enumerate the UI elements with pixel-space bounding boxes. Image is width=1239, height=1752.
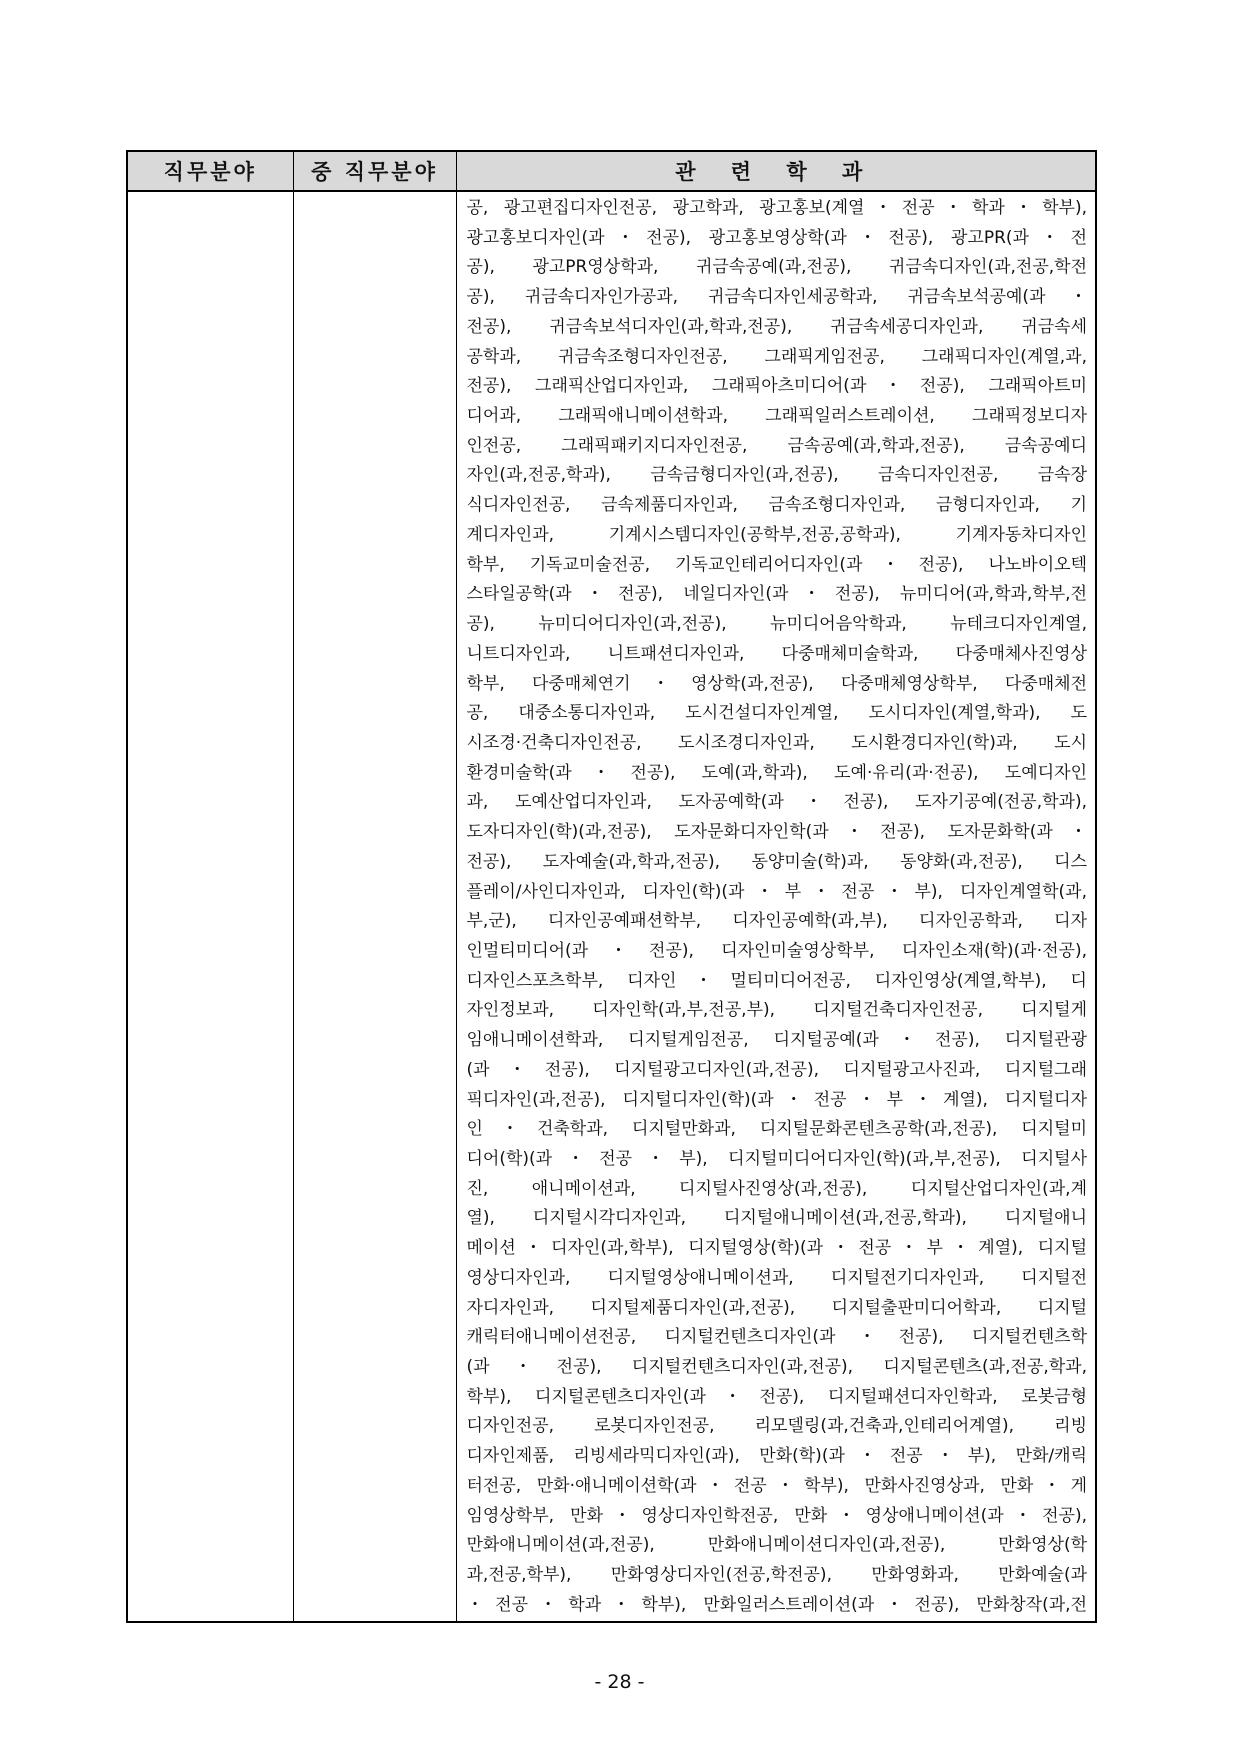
department-text-line: 광고홍보디자인(과・전공), 광고홍보영상학(과・전공), 광고PR(과・전 bbox=[466, 227, 1087, 248]
department-text-line: 픽디자인(과,전공), 디지털디자인(학)(과・전공・부・계열), 디지털디자 bbox=[466, 1089, 1087, 1110]
department-text-line: 공학과, 귀금속조형디자인전공, 그래픽게임전공, 그래픽디자인(계열,과, bbox=[466, 346, 1087, 367]
department-text-line: (과・전공), 디지털광고디자인(과,전공), 디지털광고사진과, 디지털그래 bbox=[466, 1059, 1087, 1080]
department-text-line: 진, 애니메이션과, 디지털사진영상(과,전공), 디지털산업디자인(과,계 bbox=[466, 1178, 1087, 1199]
department-text-line: 공, 대중소통디자인과, 도시건설디자인계열, 도시디자인(계열,학과), 도 bbox=[466, 703, 1087, 724]
department-text-line: 전공), 귀금속보석디자인(과,학과,전공), 귀금속세공디자인과, 귀금속세 bbox=[466, 316, 1087, 337]
cell-sub-job-field bbox=[293, 191, 456, 1622]
department-text-line: 영상디자인과, 디지털영상애니메이션과, 디지털전기디자인과, 디지털전 bbox=[466, 1267, 1087, 1288]
department-text-line: 공), 광고PR영상학과, 귀금속공예(과,전공), 귀금속디자인(과,전공,학전 bbox=[466, 257, 1087, 278]
department-text-line: 인전공, 그래픽패키지디자인전공, 금속공예(과,학과,전공), 금속공예디 bbox=[466, 435, 1087, 456]
header-job-field: 직무분야 bbox=[127, 151, 293, 191]
department-text-line: ・전공・학과・학부), 만화일러스트레이션(과・전공), 만화창작(과,전 bbox=[466, 1594, 1087, 1615]
cell-related-departments bbox=[456, 191, 1096, 1622]
department-text-line: 식디자인전공, 금속제품디자인과, 금속조형디자인과, 금형디자인과, 기 bbox=[466, 495, 1087, 516]
department-text-line: 터전공, 만화·애니메이션학(과・전공・학부), 만화사진영상과, 만화・게 bbox=[466, 1475, 1087, 1496]
page-number: - 28 - bbox=[594, 1671, 645, 1693]
department-text-block bbox=[457, 192, 1096, 1621]
department-text-line: 디자인제품, 리빙세라믹디자인(과), 만화(학)(과・전공・부), 만화/캐릭 bbox=[466, 1446, 1087, 1467]
department-text-line: 부,군), 디자인공예패션학부, 디자인공예학(과,부), 디자인공학과, 디자 bbox=[466, 911, 1087, 932]
department-text-line: 공), 뉴미디어디자인(과,전공), 뉴미디어음악학과, 뉴테크디자인계열, bbox=[466, 614, 1087, 635]
department-text-line: 디자인스포츠학부, 디자인・멀티미디어전공, 디자인영상(계열,학부), 디 bbox=[466, 970, 1087, 991]
department-text-line: 학부, 기독교미술전공, 기독교인테리어디자인(과・전공), 나노바이오텍 bbox=[466, 554, 1087, 575]
department-text-line: 시조경·건축디자인전공, 도시조경디자인과, 도시환경디자인(학)과, 도시 bbox=[466, 732, 1087, 753]
department-text-line: 공), 귀금속디자인가공과, 귀금속디자인세공학과, 귀금속보석공예(과・ bbox=[466, 287, 1087, 308]
department-text-line: 임애니메이션학과, 디지털게임전공, 디지털공예(과・전공), 디지털관광 bbox=[466, 1030, 1087, 1051]
department-text-line: 디어과, 그래픽애니메이션학과, 그래픽일러스트레이션, 그래픽정보디자 bbox=[466, 406, 1087, 427]
department-text-line: 열), 디지털시각디자인과, 디지털애니메이션(과,전공,학과), 디지털애니 bbox=[466, 1208, 1087, 1229]
table-row bbox=[127, 191, 1096, 1622]
department-text-line: 도자디자인(학)(과,전공), 도자문화디자인학(과・전공), 도자문화학(과・ bbox=[466, 822, 1087, 843]
department-text-line: (과・전공), 디지털컨텐츠디자인(과,전공), 디지털콘텐츠(과,전공,학과, bbox=[466, 1357, 1087, 1378]
department-text-line: 디자인전공, 로봇디자인전공, 리모델링(과,건축과,인테리어계열), 리빙 bbox=[466, 1416, 1087, 1437]
header-related-departments: 관 련 학 과 bbox=[456, 151, 1096, 191]
table-header-row bbox=[127, 151, 1096, 191]
department-text-line: 자디자인과, 디지털제품디자인(과,전공), 디지털출판미디어학과, 디지털 bbox=[466, 1297, 1087, 1318]
department-text-line: 자인정보과, 디자인학(과,부,전공,부), 디지털건축디자인전공, 디지털게 bbox=[466, 1000, 1087, 1021]
department-text-line: 환경미술학(과・전공), 도예(과,학과), 도예·유리(과·전공), 도예디자인 bbox=[466, 762, 1087, 783]
department-text-line: 스타일공학(과・전공), 네일디자인(과・전공), 뉴미디어(과,학과,학부,전 bbox=[466, 584, 1087, 605]
department-text-line: 학부), 디지털콘텐츠디자인(과・전공), 디지털패션디자인학과, 로봇금형 bbox=[466, 1386, 1087, 1407]
department-text-line: 플레이/사인디자인과, 디자인(학)(과・부・전공・부), 디자인계열학(과, bbox=[466, 881, 1087, 902]
department-text-line: 과, 도예산업디자인과, 도자공예학(과・전공), 도자기공예(전공,학과), bbox=[466, 792, 1087, 813]
department-text-line: 인멀티미디어(과・전공), 디자인미술영상학부, 디자인소재(학)(과·전공), bbox=[466, 940, 1087, 961]
department-text-line: 니트디자인과, 니트패션디자인과, 다중매체미술학과, 다중매체사진영상 bbox=[466, 643, 1087, 664]
department-text-line: 인・건축학과, 디지털만화과, 디지털문화콘텐츠공학(과,전공), 디지털미 bbox=[466, 1119, 1087, 1140]
header-sub-job-field: 중 직무분야 bbox=[293, 151, 456, 191]
department-text-line: 메이션・디자인(과,학부), 디지털영상(학)(과・전공・부・계열), 디지털 bbox=[466, 1238, 1087, 1259]
department-text-line: 만화애니메이션(과,전공), 만화애니메이션디자인(과,전공), 만화영상(학 bbox=[466, 1535, 1087, 1556]
department-text-line: 캐릭터애니메이션전공, 디지털컨텐츠디자인(과・전공), 디지털컨텐츠학 bbox=[466, 1327, 1087, 1348]
department-text-line: 임영상학부, 만화・영상디자인학전공, 만화・영상애니메이션(과・전공), bbox=[466, 1505, 1087, 1526]
department-text-line: 과,전공,학부), 만화영상디자인(전공,학전공), 만화영화과, 만화예술(과 bbox=[466, 1565, 1087, 1586]
department-text-line: 학부, 다중매체연기・영상학(과,전공), 다중매체영상학부, 다중매체전 bbox=[466, 673, 1087, 694]
cell-job-field bbox=[127, 191, 293, 1622]
department-text-line: 전공), 그래픽산업디자인과, 그래픽아츠미디어(과・전공), 그래픽아트미 bbox=[466, 376, 1087, 397]
department-text-line: 전공), 도자예술(과,학과,전공), 동양미술(학)과, 동양화(과,전공), 디스 bbox=[466, 851, 1087, 872]
department-text-line: 공, 광고편집디자인전공, 광고학과, 광고홍보(계열・전공・학과・학부), bbox=[466, 198, 1087, 218]
department-text-line: 자인(과,전공,학과), 금속금형디자인(과,전공), 금속디자인전공, 금속장 bbox=[466, 465, 1087, 486]
department-text-line: 계디자인과, 기계시스템디자인(공학부,전공,공학과), 기계자동차디자인 bbox=[466, 524, 1087, 545]
department-text-line: 디어(학)(과・전공・부), 디지털미디어디자인(학)(과,부,전공), 디지털사 bbox=[466, 1149, 1087, 1169]
department-table bbox=[126, 150, 1097, 1623]
